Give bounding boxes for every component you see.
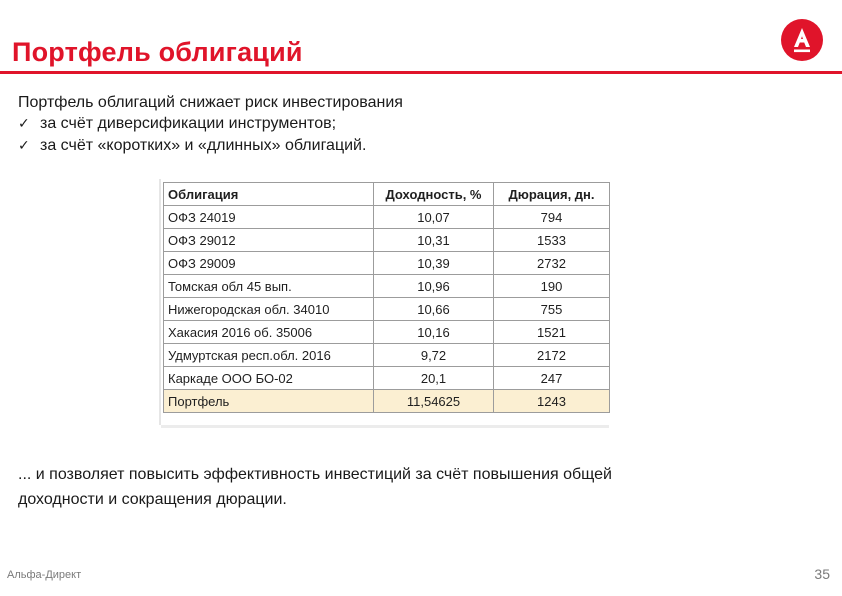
table-row [164,298,610,321]
bond-table [163,182,610,413]
bond-name-cell: ОФЗ 29009 [164,252,374,275]
conclusion-line: ... и позволяет повысить эффективность инвестиций за счёт повышения общей [18,466,612,483]
bullet-text: за счёт диверсификации инструментов; [40,115,337,132]
alfa-logo-icon [781,19,823,61]
bond-name-cell: Томская обл 45 вып. [164,275,374,298]
conclusion-line: доходности и сокращения дюрации. [18,491,287,508]
portfolio-label-cell: Портфель [164,390,374,413]
table-row [164,229,610,252]
bullet-text: за счёт «коротких» и «длинных» облигаций. [40,137,367,154]
yield-cell: 20,1 [374,367,494,390]
column-header-duration: Дюрация, дн. [494,183,610,206]
footer-brand: Альфа-Директ [7,569,82,581]
table-row [164,367,610,390]
check-icon: ✓ [18,138,30,154]
bond-name-cell: ОФЗ 29012 [164,229,374,252]
table-row [164,321,610,344]
portfolio-total-row [164,390,610,413]
conclusion-text [18,462,612,512]
duration-cell: 247 [494,367,610,390]
table-row [164,206,610,229]
yield-cell: 9,72 [374,344,494,367]
bullet-item [18,113,403,135]
yield-cell: 10,96 [374,275,494,298]
yield-cell: 10,66 [374,298,494,321]
bond-table-image [161,179,609,425]
portfolio-yield-cell: 11,54625 [374,390,494,413]
duration-cell: 2172 [494,344,610,367]
duration-cell: 1521 [494,321,610,344]
page-number: 35 [814,566,830,582]
yield-cell: 10,16 [374,321,494,344]
intro-line: Портфель облигаций снижает риск инвестирования [18,94,403,111]
title-divider [0,71,842,74]
page-title: Портфель облигаций [12,37,303,67]
duration-cell: 755 [494,298,610,321]
column-header-bond: Облигация [164,183,374,206]
column-header-yield: Доходность, % [374,183,494,206]
duration-cell: 794 [494,206,610,229]
intro-text [18,92,403,157]
bond-name-cell: Нижегородская обл. 34010 [164,298,374,321]
table-header-row [164,183,610,206]
bullet-item [18,135,403,157]
yield-cell: 10,31 [374,229,494,252]
table-row [164,344,610,367]
yield-cell: 10,07 [374,206,494,229]
bond-name-cell: Хакасия 2016 об. 35006 [164,321,374,344]
bond-name-cell: ОФЗ 24019 [164,206,374,229]
bond-name-cell: Удмуртская респ.обл. 2016 [164,344,374,367]
check-icon: ✓ [18,116,30,132]
table-row [164,252,610,275]
bond-name-cell: Каркаде ООО БО-02 [164,367,374,390]
duration-cell: 1533 [494,229,610,252]
portfolio-duration-cell: 1243 [494,390,610,413]
duration-cell: 2732 [494,252,610,275]
table-row [164,275,610,298]
yield-cell: 10,39 [374,252,494,275]
duration-cell: 190 [494,275,610,298]
